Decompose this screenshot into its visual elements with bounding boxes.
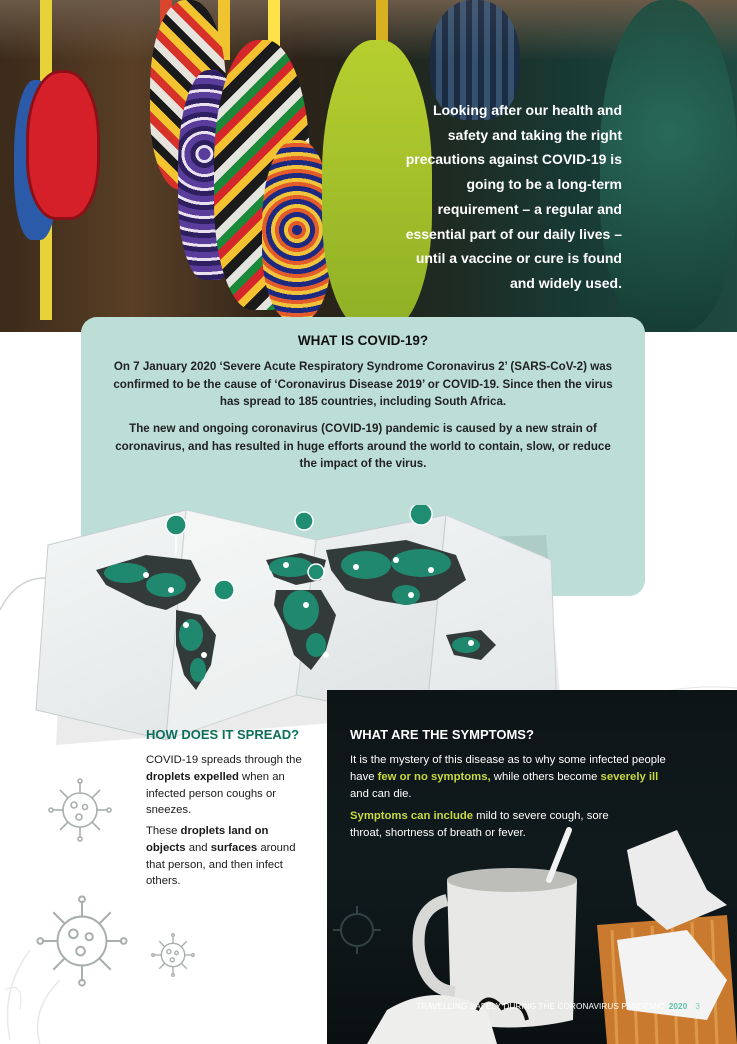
mug-photo: [327, 690, 737, 1044]
map-pin-icon: [410, 505, 432, 525]
spread-paragraph-2: These droplets land on objects and surfaces around that person, and then infect others.: [146, 825, 296, 888]
footer-title: TRAVELLING SAFELY DURING THE CORONAVIRUS PANDEMIC: [416, 1002, 665, 1011]
page-number: 3: [695, 1002, 701, 1011]
spread-heading: HOW DOES IT SPREAD?: [146, 727, 300, 742]
decorative-leaves: [0, 930, 90, 1044]
map-pin-icon: [295, 512, 313, 530]
covid-title: WHAT IS COVID-19?: [297, 333, 429, 348]
covid-paragraph-1: On 7 January 2020 ‘Severe Acute Respiratory Syndrome Coronavirus 2’ (SARS-CoV-2) was confirmed to be the cause of ‘Coronavirus Disease 2019’ or COVID-19. Since then the virus has spread to 185 countries, including South Africa.: [113, 360, 613, 408]
face-masks-photo: [0, 0, 737, 332]
tissue-box-photo: [627, 830, 727, 930]
virus-icon: [151, 933, 195, 977]
symptoms-paragraph-1: It is the mystery of this disease as to why some infected people have few or no symptoms, while others become severely ill and can die.: [350, 754, 666, 800]
page-footer: [416, 1002, 700, 1011]
covid-paragraph-2: The new and ongoing coronavirus (COVID-19) pandemic is caused by a new strain of coronavirus, and has resulted in huge efforts around the world to contain, slow, or reduce the impact of the virus.: [115, 422, 611, 470]
footer-year: 2020: [668, 1002, 688, 1011]
symptoms-panel: [327, 690, 737, 1044]
map-pin-icon: [214, 580, 234, 600]
spread-paragraph-1: COVID-19 spreads through the droplets expelled when an infected person coughs or sneezes.: [146, 754, 302, 817]
map-pin-icon: [308, 564, 324, 580]
symptoms-paragraph-2: Symptoms can include mild to severe cough, sore throat, shortness of breath or fever.: [350, 810, 609, 839]
hero-quote: Looking after our health and safety and taking the right precautions against COVID-19 is going to be a long-term requirement – a regular and essential part of our daily lives – until a vaccine or cure is found and widely used.: [405, 102, 622, 291]
virus-icon: [48, 778, 112, 842]
symptoms-heading: WHAT ARE THE SYMPTOMS?: [350, 727, 534, 742]
